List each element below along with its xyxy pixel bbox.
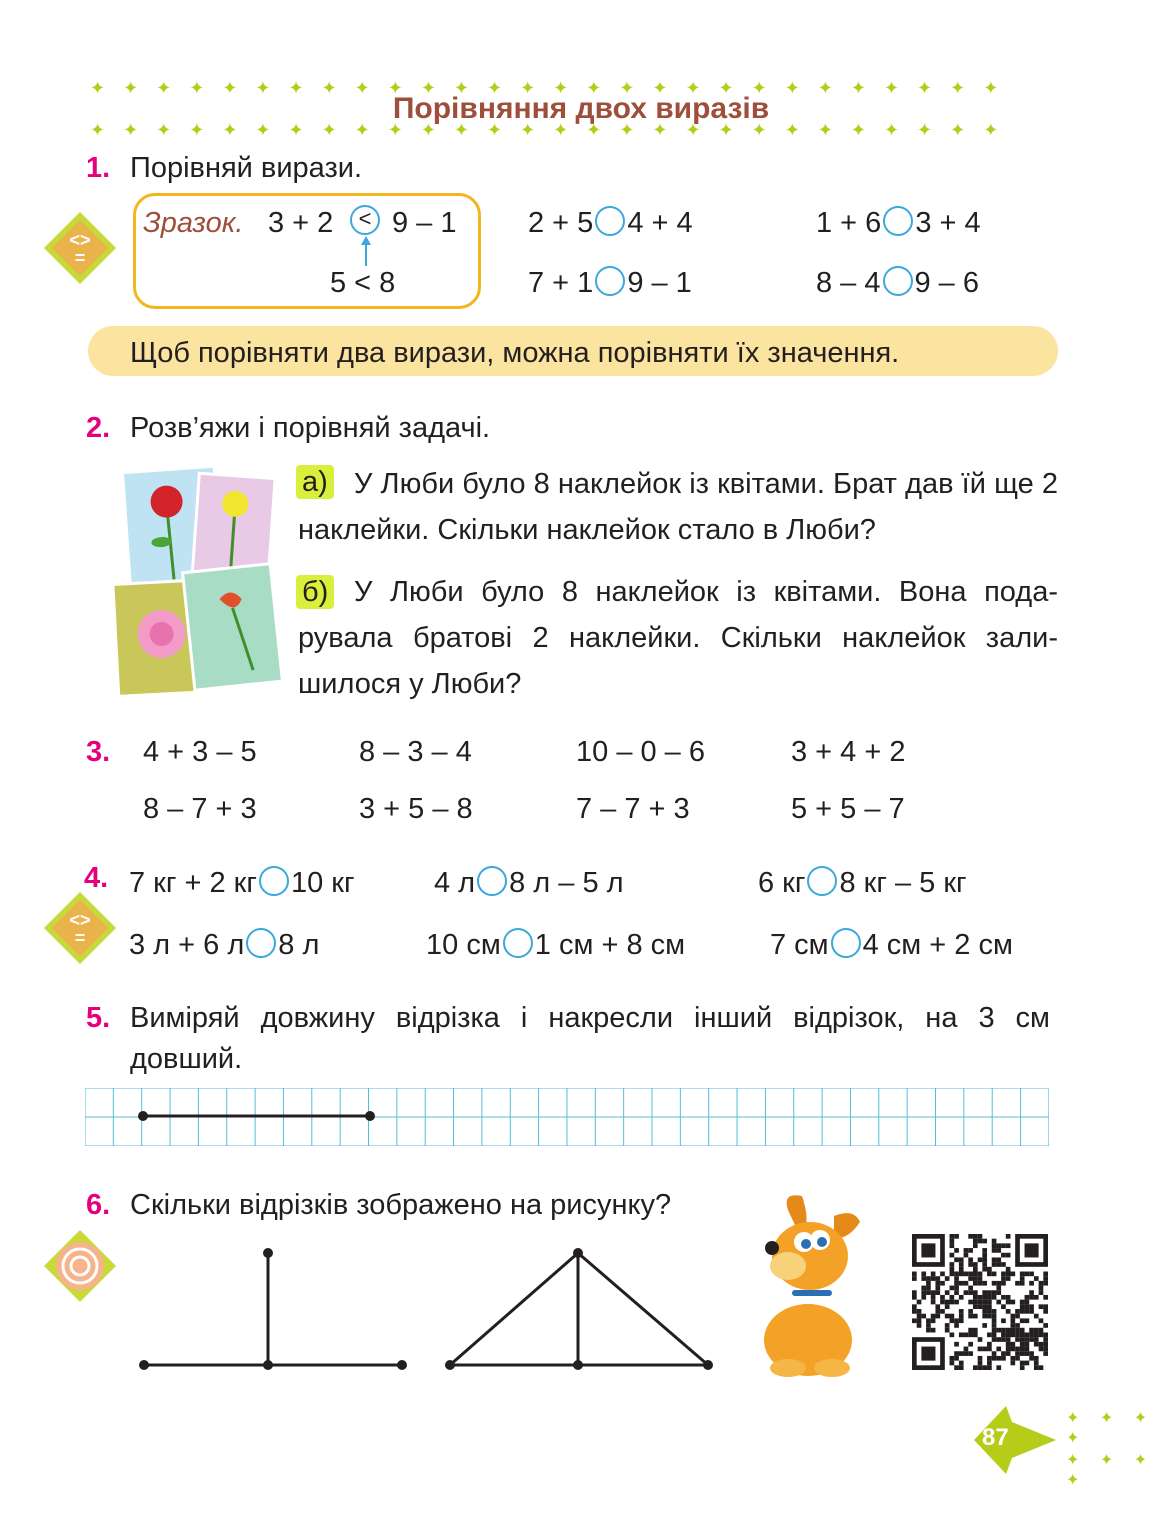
exercise-2-prompt: Розв’яжи і порівняй задачі. — [130, 412, 491, 444]
answer-circle[interactable] — [807, 866, 837, 896]
ex1-item-2: 1 + 6 3 + 4 — [816, 207, 981, 239]
segment-endpoint — [365, 1111, 375, 1121]
exercise-6-number: 6. — [86, 1189, 111, 1221]
svg-text:=: = — [74, 248, 86, 268]
ex4-item-3: 6 кг 8 кг – 5 кг — [758, 867, 967, 899]
svg-text:=: = — [74, 928, 86, 948]
page-number: 87 — [982, 1424, 1009, 1451]
task-b-text: У Люби було 8 наклейок із квітами. Вона пода- рувала братові 2 наклейки. Скільки наклейок зали- шилося у Люби? — [298, 576, 1058, 700]
exercise-5-line-2: довший. — [130, 1043, 243, 1075]
compare-signs-icon — [40, 208, 120, 288]
ex3-r1-c2: 8 – 3 – 4 — [359, 736, 472, 768]
footer-dots-top: ✦ ✦ ✦ ✦ — [1066, 1410, 1156, 1447]
exercise-1-number: 1. — [86, 152, 111, 184]
sample-right: 9 – 1 — [392, 207, 457, 239]
ex3-r2-c1: 8 – 7 + 3 — [143, 793, 257, 825]
ex4-item-6: 7 см 4 см + 2 см — [770, 929, 1013, 961]
dot-row-top: ✦✦✦✦✦✦✦✦✦✦✦✦✦✦✦✦✦✦✦✦✦✦✦✦✦✦✦✦ — [90, 78, 1017, 98]
qr-code[interactable] — [912, 1234, 1048, 1370]
puppy-illustration — [748, 1190, 868, 1380]
ex1-item-3: 7 + 1 9 – 1 — [528, 267, 692, 299]
answer-circle[interactable] — [259, 866, 289, 896]
ex3-r2-c3: 7 – 7 + 3 — [576, 793, 690, 825]
exercise-4-number: 4. — [84, 862, 109, 894]
exercise-1-prompt: Порівняй вирази. — [130, 152, 363, 184]
flower-cards-image — [112, 462, 288, 702]
exercise-2-number: 2. — [86, 412, 111, 444]
ex4-item-5: 10 см 1 см + 8 см — [426, 929, 686, 961]
sample-label: Зразок. — [143, 207, 244, 239]
answer-circle[interactable] — [595, 206, 625, 236]
ex4-item-2: 4 л 8 л – 5 л — [434, 867, 624, 899]
ex3-r1-c3: 10 – 0 – 6 — [576, 736, 705, 768]
segment-endpoint — [138, 1111, 148, 1121]
ex3-r2-c4: 5 + 5 – 7 — [791, 793, 905, 825]
svg-text:<>: <> — [69, 230, 91, 250]
answer-circle[interactable] — [246, 928, 276, 958]
exercise-6-prompt: Скільки відрізків зображено на рисунку? — [130, 1189, 672, 1221]
page-number-badge — [966, 1400, 1062, 1480]
ex3-r2-c2: 3 + 5 – 8 — [359, 793, 473, 825]
task-a-text: У Люби було 8 наклейок із квітами. Брат дав їй ще 2 наклейки. Скільки наклейок стало в Люби? — [298, 468, 1058, 546]
page-title: Порівняння двох виразів — [392, 92, 770, 125]
rule-text: Щоб порівняти два вирази, можна порівняти їх значення. — [130, 337, 900, 369]
answer-circle[interactable] — [831, 928, 861, 958]
sample-left: 3 + 2 — [268, 207, 334, 239]
exercise-5-number: 5. — [86, 1002, 111, 1034]
ex1-item-1: 2 + 5 4 + 4 — [528, 207, 693, 239]
answer-circle[interactable] — [477, 866, 507, 896]
ex4-item-1: 7 кг + 2 кг 10 кг — [129, 867, 355, 899]
sample-result: 5 < 8 — [330, 267, 396, 299]
compare-signs-icon — [40, 888, 120, 968]
svg-text:<>: <> — [69, 910, 91, 930]
measuring-grid[interactable] — [85, 1088, 1049, 1146]
ex1-item-4: 8 – 4 9 – 6 — [816, 267, 979, 299]
exercise-5-line-1: Виміряй довжину відрізка і накресли інший відрізок, на 3 см — [130, 1002, 1050, 1034]
task-b-label: б) — [296, 575, 334, 609]
answer-circle[interactable] — [595, 266, 625, 296]
ex3-r1-c4: 3 + 4 + 2 — [791, 736, 906, 768]
answer-circle[interactable] — [883, 206, 913, 236]
sample-arrow-icon — [358, 236, 374, 268]
task-a-label: а) — [296, 465, 334, 499]
segments-figure — [130, 1240, 730, 1380]
exercise-3-number: 3. — [86, 736, 111, 768]
answer-circle[interactable] — [503, 928, 533, 958]
dot-row-bottom: ✦✦✦✦✦✦✦✦✦✦✦✦✦✦✦✦✦✦✦✦✦✦✦✦✦✦✦✦ — [90, 120, 1017, 140]
answer-circle[interactable] — [883, 266, 913, 296]
sample-sign-circle: < — [350, 205, 380, 235]
footer-dots-bottom: ✦ ✦ ✦ ✦ — [1066, 1452, 1156, 1489]
ex4-item-4: 3 л + 6 л 8 л — [129, 929, 320, 961]
maze-icon — [40, 1226, 120, 1306]
ex3-r1-c1: 4 + 3 – 5 — [143, 736, 257, 768]
